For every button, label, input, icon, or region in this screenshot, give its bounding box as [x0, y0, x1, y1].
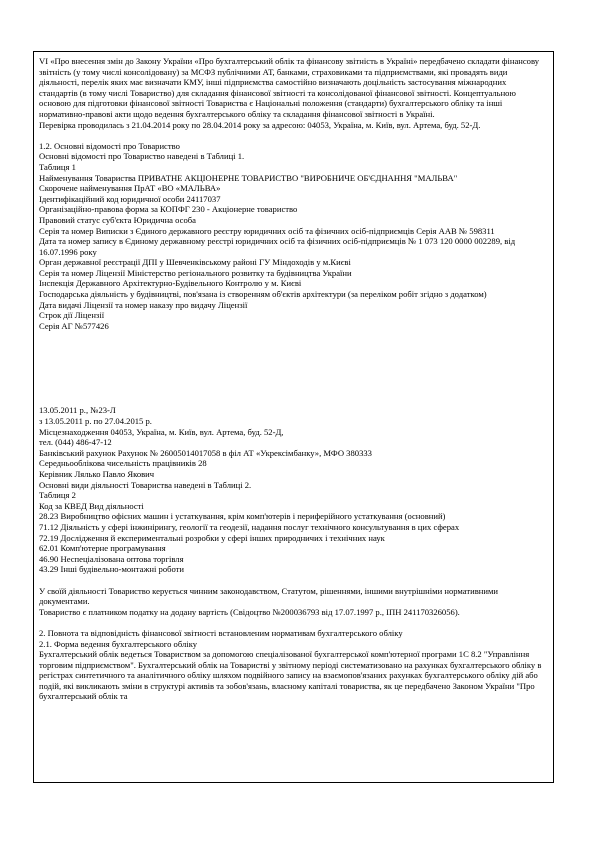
company-info-row: Найменування Товариства ПРИВАТНЕ АКЦІОНЕРНЕ ТОВАРИСТВО "ВИРОБНИЧЕ ОБ'ЄДНАННЯ "МАЛЬВА" [39, 172, 458, 183]
company-info-row: Скорочене найменування ПрАТ «ВО «МАЛЬВА» [39, 183, 221, 194]
company-info-row: Ідентифікаційний код юридичної особи 24117037 [39, 193, 221, 204]
company-info-row: Господарська діяльність у будівництві, пов'язана із створенням об'єктів архітектури (за переліком робіт згідно з додатком) [39, 289, 487, 300]
table-1-intro: Основні відомості про Товариство наведені в Таблиці 1. [39, 151, 245, 162]
company-info-row: тел. (044) 486-47-12 [39, 437, 112, 448]
company-info-row: Орган державної реєстрації ДПІ у Шевченківському районі ГУ Міндоходів у м.Києві [39, 257, 351, 268]
table-2-intro: Основні види діяльності Товариства наведені в Таблиці 2. [39, 479, 252, 490]
company-info-row: з 13.05.2011 р. по 27.04.2015 р. [39, 416, 152, 427]
section-1-2-heading: 1.2. Основні відомості про Товариство [39, 140, 180, 151]
vat-paragraph: Товариство є платником податку на додану вартість (Свідоцтво №200036793 від 17.07.1997 р., ІПН 241170326056). [39, 606, 460, 617]
legal-paragraph: У своїй діяльності Товариство керується чинним законодавством, Статутом, рішеннями, іншими внутрішніми нормативними документами. [39, 585, 499, 607]
company-info-row: Місцезнаходження 04053, Україна, м. Київ, вул. Артема, буд. 52-Д, [39, 426, 284, 437]
company-info-row: Середньооблікова чисельність працівників 28 [39, 458, 207, 469]
section-2-1-heading: 2.1. Форма ведення бухгалтерського обліку [39, 638, 198, 649]
activity-row: 46.90 Неспеціалізована оптова торгівля [39, 553, 184, 564]
activity-row: 72.19 Дослідження й експериментальні розробки у сфері інших природничих і технічних наук [39, 532, 385, 543]
activity-row: 71.12 Діяльність у сфері інжинірингу, геології та геодезії, надання послуг технічного консультування в цих сферах [39, 521, 460, 532]
company-info-row: Організаційно-правова форма за КОПФГ 230 - Акціонерне товариство [39, 204, 298, 215]
table-2-label: Таблиця 2 [39, 490, 76, 501]
company-info-row: Керівник Лялько Павло Якович [39, 469, 155, 479]
check-period: Перевірка проводилась з 21.04.2014 року по 28.04.2014 року за адресою: 04053, Україна, м. Київ, вул. Артема, буд. 52-Д. [39, 119, 481, 130]
company-info-row: Інспекція Державного Архітектурно-Будівельного Контролю у м. Києві [39, 278, 302, 289]
company-info-row: Дата та номер запису в Єдиному державному реєстрі юридичних осіб та фізичних осіб-підприємців № 1 073 120 0000 002289, від 16.07.1996 року [39, 236, 516, 257]
company-info-row: Строк дії Ліцензії [39, 310, 105, 321]
company-info-row: Серія та номер Ліцензії Міністерство регіонального розвитку та будівництва України [39, 267, 352, 278]
company-info-row: 13.05.2011 р., №23-Л [39, 405, 116, 416]
document-page [33, 51, 554, 783]
activity-row: 62.01 Комп'ютерне програмування [39, 543, 166, 554]
table-2-header: Код за КВЕД Вид діяльності [39, 500, 144, 511]
accounting-paragraph: Бухгалтерський облік ведеться Товариством за допомогою спеціалізованої бухгалтерської комп'ютерної програми 1С 8.2 "Управління торговим підприємством". Бухгалтерський облік на Товаристві у звітному періоді систематизовано на рахунках бухгалтерського обліку в регістрах синтетичного та аналітичного обліку шляхом подвійного запису на взаємопов'язаних рахунках бухгалтерського обліку дій або подій, які викликають зміни в структурі активів та зобов'язань, власному капіталі товариства, як це передбачено Законом України "Про бухгалтерський облік та [39, 649, 542, 702]
activity-row: 43.29 Інші будівельно-монтажні роботи [39, 564, 185, 575]
intro-paragraph: VI «Про внесення змін до Закону України «Про бухгалтерський облік та фінансову звітність в Україні» передбачено складати фінансову звітність (у тому числі консолідовану) за МСФЗ публічними АТ, банками, страховиками та підприємствами, які провадять види діяльності, перелік яких має визначати КМУ, інші підприємства самостійно визначають доцільність застосування міжнародних стандартів (в тому числі Товариство) для складання фінансової звітності та консолідованої фінансової звітності. Концептуальною основою для підготовки фінансової звітності Товариства є Національні положення (стандарти) бухгалтерського обліку та інші нормативно-правові акти щодо ведення бухгалтерського обліку та складання фінансової звітності в Україні. [39, 56, 540, 119]
company-info-row: Банківський рахунок Рахунок № 26005014017058 в філ АТ «Укрексімбанку», МФО 380333 [39, 447, 372, 458]
section-2-heading: 2. Повнота та відповідність фінансової звітності встановленим нормативам бухгалтерського обліку [39, 627, 403, 638]
company-info-row: Дата видачі Ліцензії та номер наказу про видачу Ліцензії [39, 299, 248, 310]
company-info-row: Серія та номер Виписки з Єдиного державного реєстру юридичних осіб та фізичних осіб-підприємців Серія ААВ № 598311 [39, 225, 495, 236]
activity-row: 28.23 Виробництво офісних машин і устаткування, крім комп'ютерів і периферійного устаткування (основний) [39, 511, 446, 522]
company-info-row: Серія АГ №577426 [39, 320, 109, 331]
company-info-row: Правовий статус суб'єкта Юридична особа [39, 214, 196, 225]
table-1-label: Таблиця 1 [39, 161, 76, 172]
